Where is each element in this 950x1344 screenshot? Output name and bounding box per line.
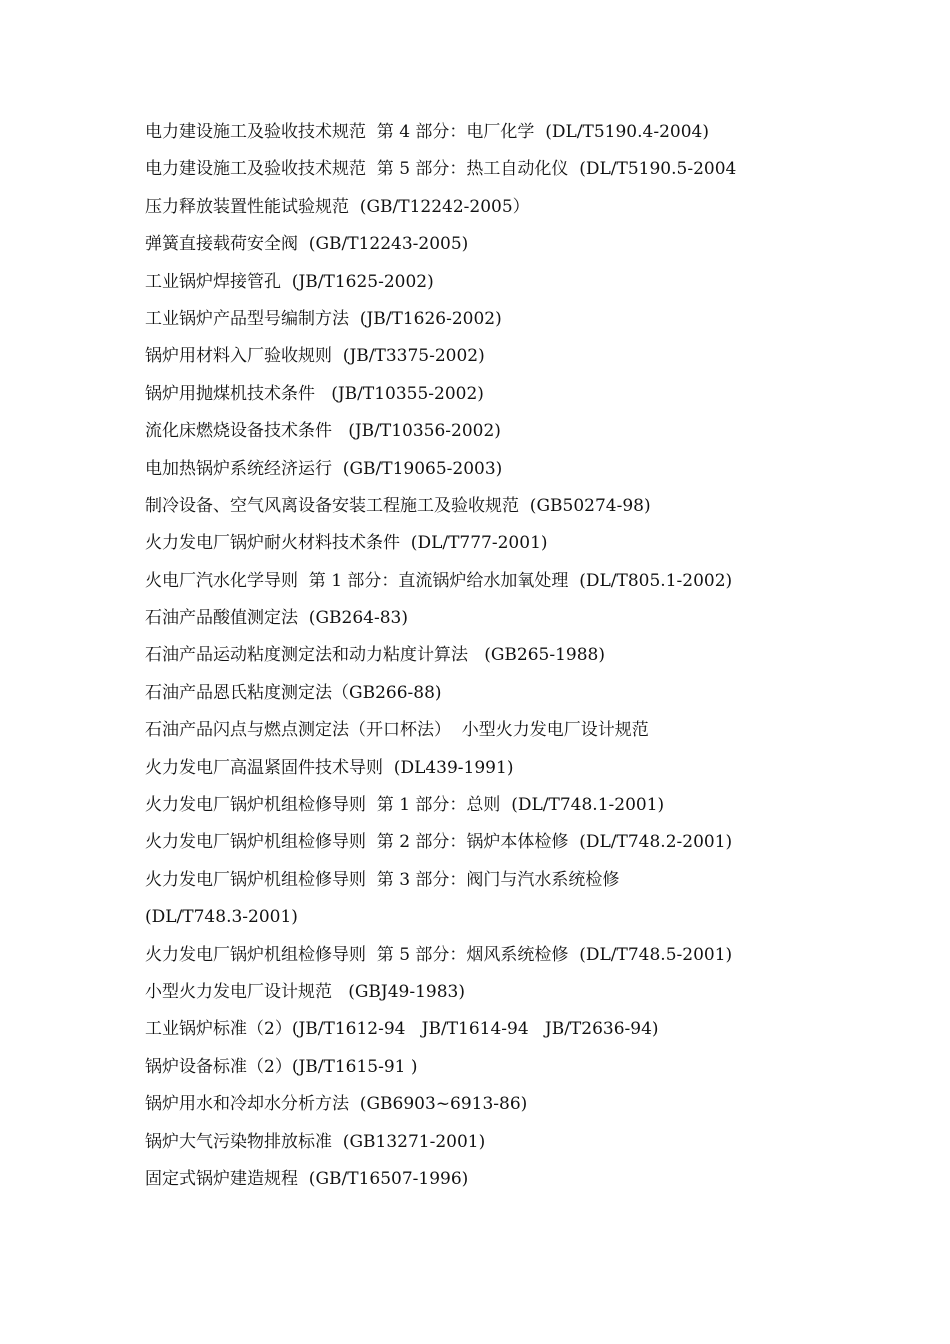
list-item: 火力发电厂锅炉机组检修导则 第 2 部分：锅炉本体检修 (DL/T748.2-2001) (145, 832, 733, 853)
list-item: 固定式锅炉建造规程 (GB/T16507-1996) (145, 1168, 469, 1189)
list-item: 火力发电厂锅炉机组检修导则 第 3 部分：阀门与汽水系统检修 (145, 869, 620, 890)
list-item: 石油产品酸值测定法 (GB264-83) (145, 608, 408, 629)
list-item: 石油产品恩氏粘度测定法（GB266-88) (145, 682, 442, 703)
list-item: 火电厂汽水化学导则 第 1 部分：直流锅炉给水加氧处理 (DL/T805.1-2002) (145, 570, 733, 591)
list-item: 石油产品运动粘度测定法和动力粘度计算法 (GB265-1988) (145, 645, 606, 666)
list-item: 电加热锅炉系统经济运行 (GB/T19065-2003) (145, 458, 503, 479)
list-item: 锅炉用水和冷却水分析方法 (GB6903~6913-86) (145, 1094, 528, 1115)
standards-list (145, 118, 805, 1202)
list-item: 火力发电厂锅炉耐火材料技术条件 (DL/T777-2001) (145, 533, 548, 554)
list-item: 电力建设施工及验收技术规范 第 5 部分：热工自动化仪 (DL/T5190.5-2004 (145, 159, 737, 180)
list-item: 弹簧直接载荷安全阀 (GB/T12243-2005) (145, 234, 469, 255)
list-item: 工业锅炉标准（2）(JB/T1612-94 JB/T1614-94 JB/T2636-94) (145, 1019, 659, 1040)
list-item: 锅炉用抛煤机技术条件 (JB/T10355-2002) (145, 383, 484, 404)
list-item: 流化床燃烧设备技术条件 (JB/T10356-2002) (145, 421, 501, 442)
list-item: 锅炉大气污染物排放标准 (GB13271-2001) (145, 1131, 486, 1152)
list-item: 工业锅炉产品型号编制方法 (JB/T1626-2002) (145, 308, 502, 329)
list-item: 压力释放装置性能试验规范 (GB/T12242-2005） (145, 196, 530, 217)
list-item: 制冷设备、空气风离设备安装工程施工及验收规范 (GB50274-98) (145, 495, 651, 516)
list-item: 锅炉设备标准（2）(JB/T1615-91 ) (145, 1056, 418, 1077)
list-item: 小型火力发电厂设计规范 (GBJ49-1983) (145, 981, 466, 1002)
list-item: 火力发电厂高温紧固件技术导则 (DL439-1991) (145, 757, 514, 778)
list-item: 锅炉用材料入厂验收规则 (JB/T3375-2002) (145, 346, 485, 367)
list-item: (DL/T748.3-2001) (145, 907, 298, 928)
list-item: 石油产品闪点与燃点测定法（开口杯法） 小型火力发电厂设计规范 (145, 720, 649, 741)
list-item: 火力发电厂锅炉机组检修导则 第 5 部分：烟风系统检修 (DL/T748.5-2001) (145, 944, 733, 965)
list-item: 工业锅炉焊接管孔 (JB/T1625-2002) (145, 271, 434, 292)
list-item: 电力建设施工及验收技术规范 第 4 部分：电厂化学 (DL/T5190.4-2004) (145, 122, 709, 142)
list-item: 火力发电厂锅炉机组检修导则 第 1 部分：总则 (DL/T748.1-2001) (145, 795, 665, 816)
